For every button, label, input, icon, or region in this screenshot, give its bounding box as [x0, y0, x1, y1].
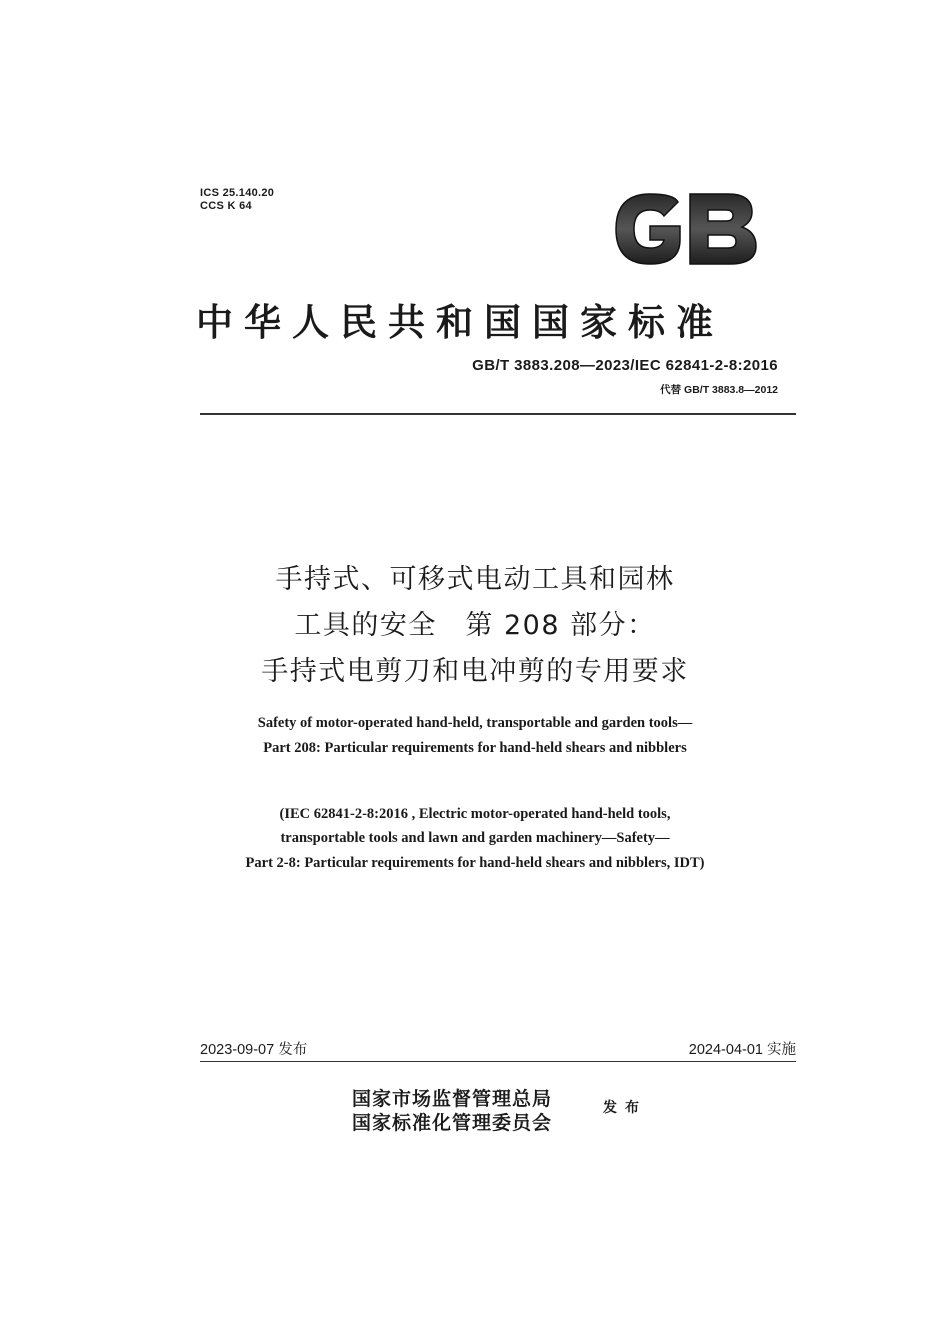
ccs-code: CCS K 64 [200, 200, 252, 212]
gb-logo-graphic [610, 188, 760, 270]
title-cn-line3: 手持式电剪刀和电冲剪的专用要求 [261, 656, 689, 687]
header-divider [200, 413, 796, 415]
issued-label: 发布 [603, 1100, 647, 1116]
title-cn-line1: 手持式、可移式电动工具和园林 [275, 564, 675, 595]
replaces-standard: 代替 GB/T 3883.8—2012 [660, 384, 778, 396]
title-en-line2: Part 208: Particular requirements for hand-held shears and nibblers [263, 740, 687, 756]
equivalence-line1: (IEC 62841-2-8:2016 , Electric motor-operated hand-held tools, [279, 806, 671, 822]
issuer-sac: 国家标准化管理委员会 [352, 1112, 553, 1134]
equivalence-line3: Part 2-8: Particular requirements for hand-held shears and nibblers, IDT) [245, 855, 705, 871]
title-en-line1: Safety of motor-operated hand-held, transportable and garden tools— [257, 715, 693, 731]
gb-logo [610, 188, 760, 270]
publish-date: 2023-09-07 发布 [200, 1042, 308, 1058]
national-standard-title: 中华人民共和国国家标准 [196, 301, 724, 344]
equivalence-line2: transportable tools and lawn and garden machinery—Safety— [280, 830, 670, 846]
issuer-samr: 国家市场监督管理总局 [352, 1088, 553, 1110]
ics-code: ICS 25.140.20 [200, 187, 275, 199]
title-cn-line2: 工具的安全 第 208 部分： [294, 610, 656, 641]
implement-date: 2024-04-01 实施 [688, 1042, 796, 1058]
standard-number: GB/T 3883.208—2023/IEC 62841-2-8:2016 [472, 357, 778, 374]
footer-divider [200, 1061, 796, 1062]
